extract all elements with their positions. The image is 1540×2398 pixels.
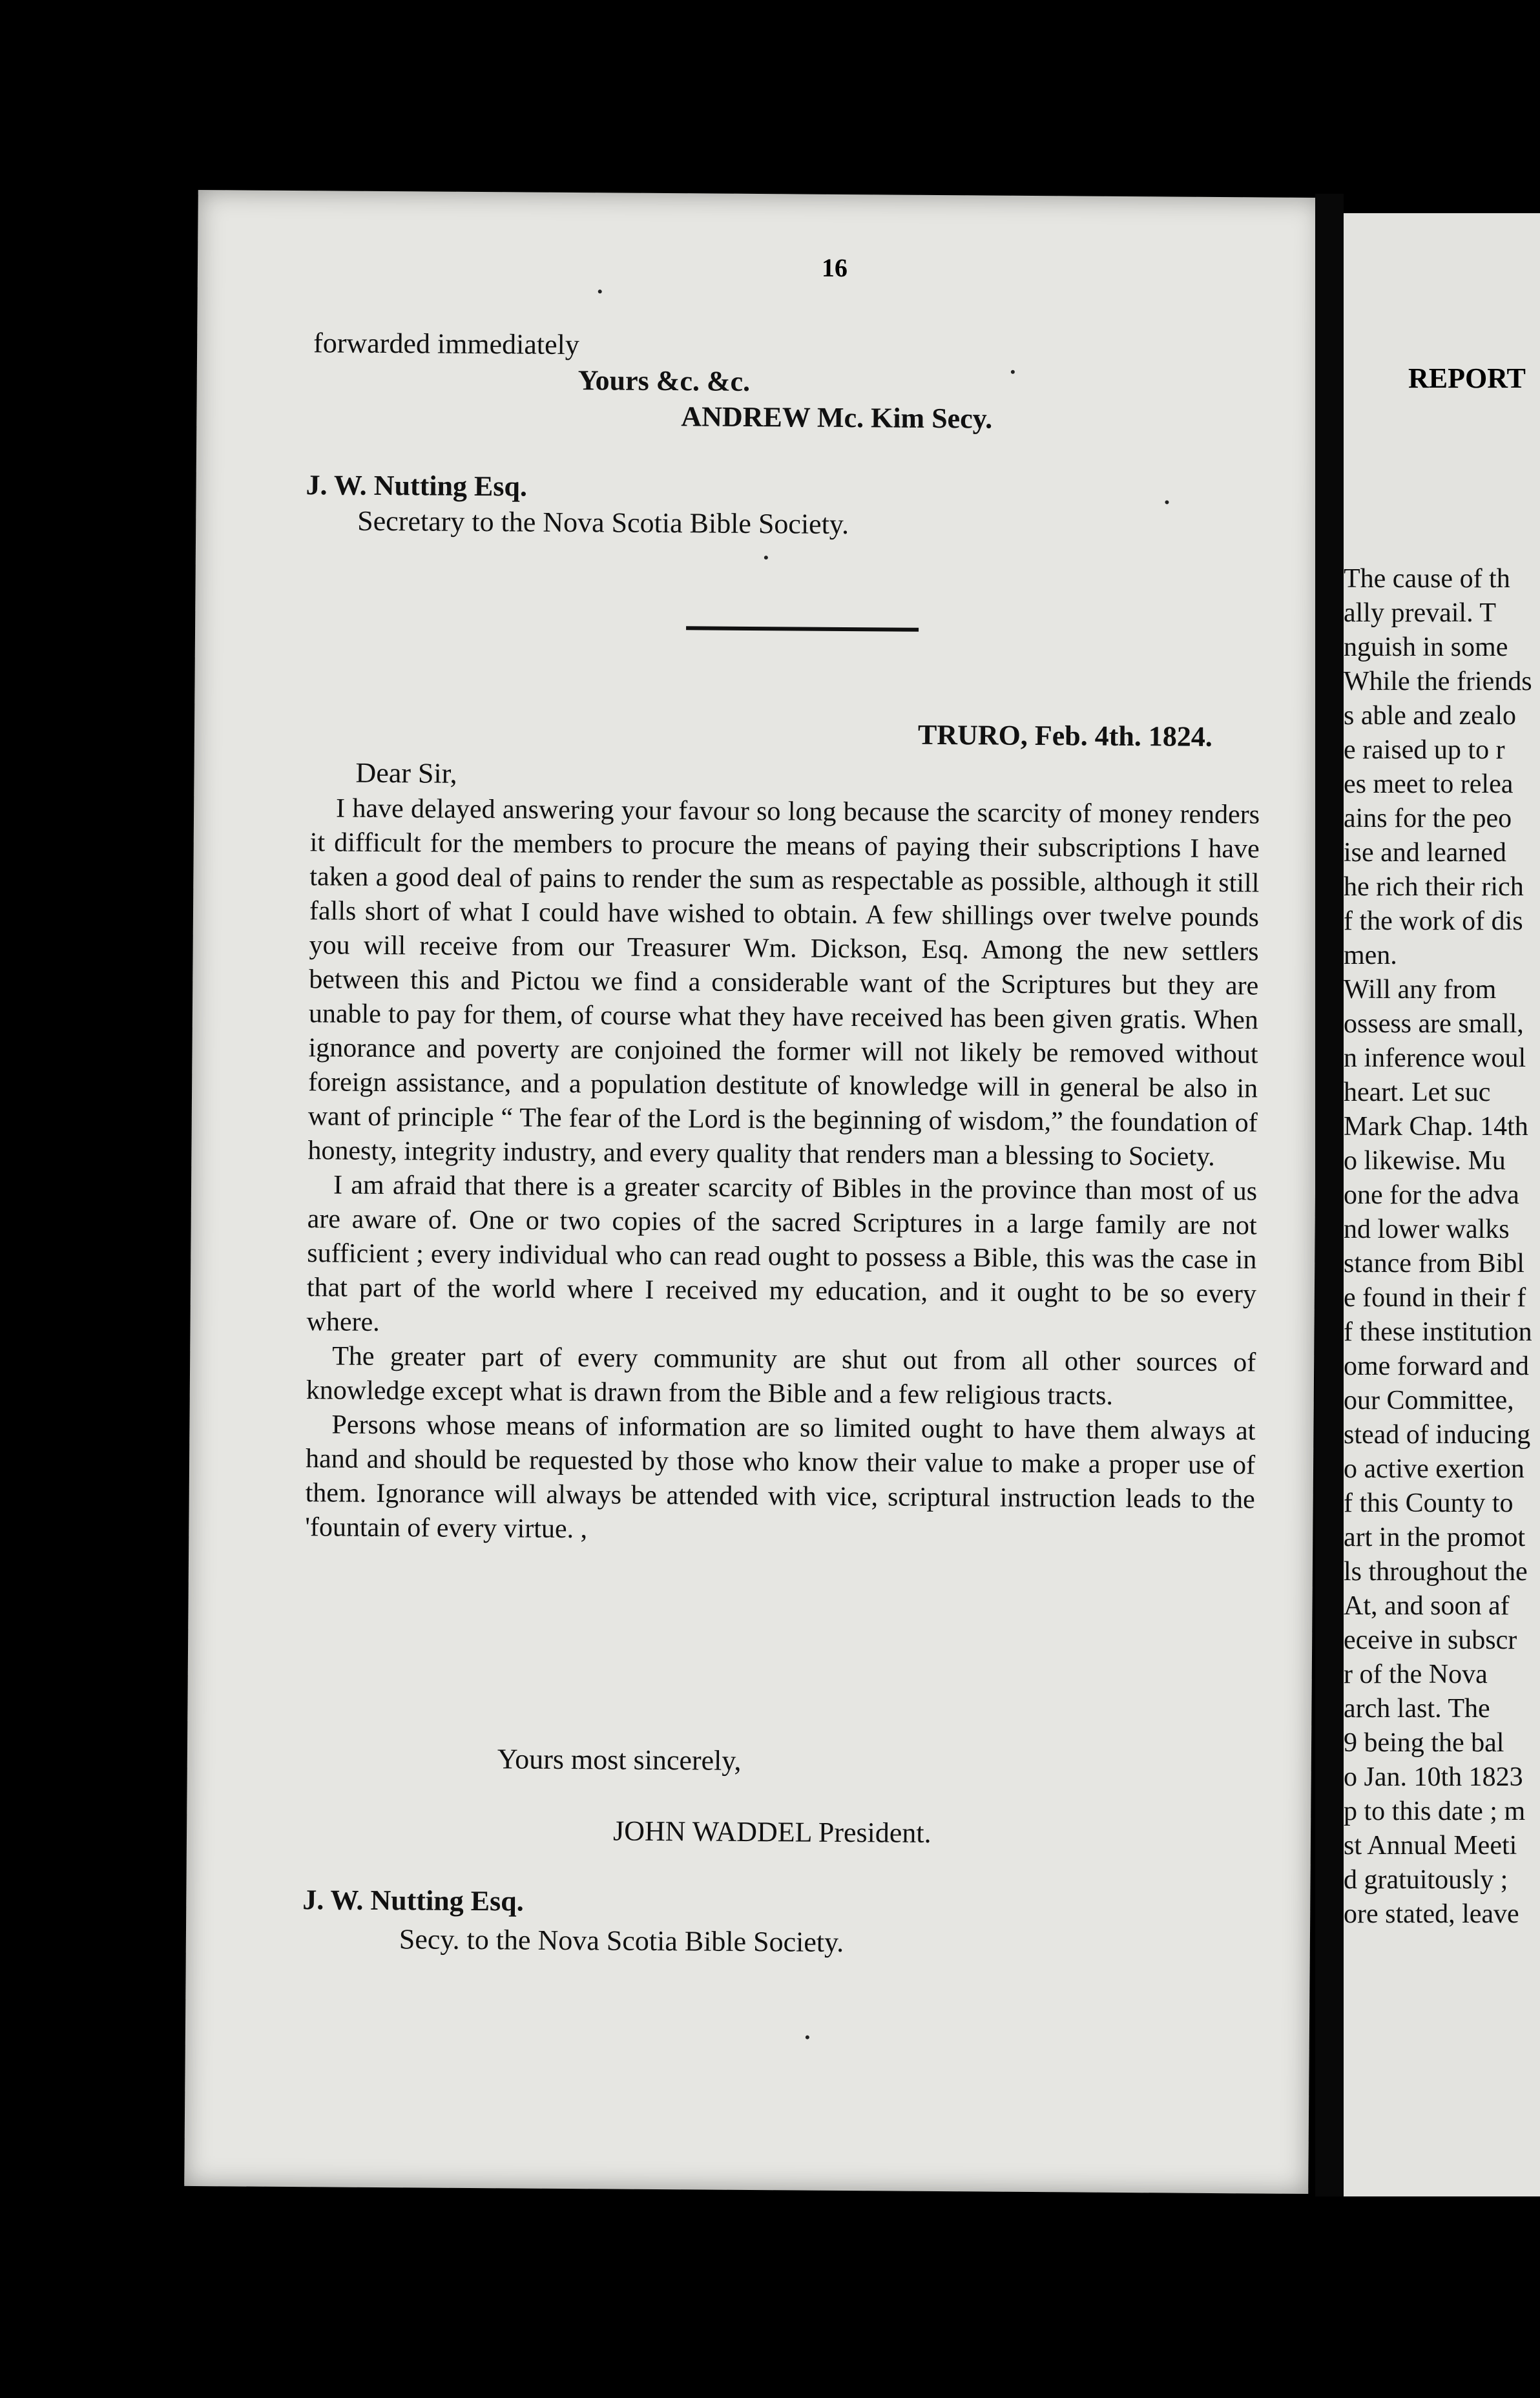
page-number: 16 bbox=[821, 253, 848, 282]
right-page-line: ise and learned bbox=[1344, 838, 1506, 868]
right-page-line: stance from Bibl bbox=[1344, 1249, 1524, 1278]
closing-sincerely: Yours most sincerely, bbox=[497, 1743, 742, 1777]
right-page-line: ally prevail. T bbox=[1344, 598, 1496, 628]
right-page-line: f the work of dis bbox=[1344, 906, 1523, 936]
right-page-line: p to this date ; m bbox=[1344, 1797, 1526, 1826]
right-page-line: nguish in some bbox=[1344, 632, 1508, 662]
opening-line: forwarded immediately bbox=[313, 327, 580, 361]
right-page-line: Will any from bbox=[1344, 975, 1497, 1005]
addressee-name: J. W. Nutting Esq. bbox=[306, 469, 528, 503]
right-page bbox=[1344, 213, 1540, 2196]
letter-body bbox=[305, 791, 1260, 1551]
book-gutter bbox=[1315, 194, 1344, 2196]
salutation: Dear Sir, bbox=[355, 756, 457, 789]
right-page-line: st Annual Meeti bbox=[1344, 1831, 1517, 1861]
right-page-line: ains for the peo bbox=[1344, 804, 1512, 833]
right-page-line: o likewise. Mu bbox=[1344, 1146, 1506, 1176]
left-page bbox=[184, 190, 1322, 2194]
right-page-line: heart. Let suc bbox=[1344, 1078, 1491, 1107]
right-page-line: stead of inducing bbox=[1344, 1420, 1531, 1450]
right-page-line: ossess are small, bbox=[1344, 1009, 1524, 1039]
right-page-line: o active exertion bbox=[1344, 1454, 1524, 1484]
right-page-line: While the friends bbox=[1344, 667, 1532, 696]
right-page-line: r of the Nova bbox=[1344, 1660, 1488, 1689]
right-page-line: ls throughout the bbox=[1344, 1557, 1528, 1587]
right-page-line: eceive in subscr bbox=[1344, 1625, 1517, 1655]
right-page-line: f these institution bbox=[1344, 1317, 1532, 1347]
right-page-line: e found in their f bbox=[1344, 1283, 1526, 1313]
right-page-line: ome forward and bbox=[1344, 1351, 1529, 1381]
right-page-line: s able and zealo bbox=[1344, 701, 1517, 731]
addressee-title: Secretary to the Nova Scotia Bible Society. bbox=[357, 505, 849, 541]
right-page-line: one for the adva bbox=[1344, 1180, 1519, 1210]
right-page-line: At, and soon af bbox=[1344, 1591, 1510, 1621]
right-page-line: men. bbox=[1344, 941, 1397, 970]
right-page-line: o Jan. 10th 1823 bbox=[1344, 1762, 1523, 1792]
right-page-line: n inference woul bbox=[1344, 1043, 1526, 1073]
right-page-line: art in the promot bbox=[1344, 1523, 1526, 1552]
right-page-line: he rich their rich bbox=[1344, 872, 1524, 902]
dateline: TRURO, Feb. 4th. 1824. bbox=[917, 718, 1213, 753]
right-page-line: d gratuitously ; bbox=[1344, 1865, 1508, 1895]
right-page-line: Mark Chap. 14th bbox=[1344, 1112, 1528, 1142]
signature-waddel: JOHN WADDEL President. bbox=[612, 1815, 931, 1849]
closing-yours: Yours &c. &c. bbox=[578, 364, 751, 397]
signature-andrew: ANDREW Mc. Kim Secy. bbox=[681, 401, 993, 435]
addressee-2-name: J. W. Nutting Esq. bbox=[302, 1884, 524, 1917]
right-page-line: es meet to relea bbox=[1344, 769, 1514, 799]
paragraph-3: The greater part of every community are shut out from all other sources of knowledge except what is drawn from the Bible and a few religious tracts. bbox=[306, 1341, 1256, 1411]
right-page-line: 9 being the bal bbox=[1344, 1728, 1504, 1758]
right-page-line: arch last. The bbox=[1344, 1694, 1490, 1724]
right-page-line: e raised up to r bbox=[1344, 735, 1505, 765]
paragraph-4: Persons whose means of information are so limited ought to have them always at hand and should be requested by those who know their value to make a proper use of them. Ignorance will always be attended with vice, scriptural instruction leads to the 'fountain of every virtue. , bbox=[305, 1410, 1256, 1545]
paragraph-2: I am afraid that there is a greater scarcity of Bibles in the province than most of us are aware of. One or two copies of the sacred Scriptures in a large family are not sufficient ; every individual who can read ought to possess a Bible, this was the case in that part of the world where I received my education, and it ought to be so every where. bbox=[306, 1170, 1258, 1337]
section-divider bbox=[686, 626, 919, 632]
right-page-line: The cause of th bbox=[1344, 564, 1510, 594]
right-page-line: our Committee, bbox=[1344, 1386, 1514, 1415]
right-page-line: nd lower walks bbox=[1344, 1215, 1510, 1244]
right-page-line: f this County to bbox=[1344, 1488, 1514, 1518]
addressee-2-title: Secy. to the Nova Scotia Bible Society. bbox=[399, 1923, 844, 1959]
paragraph-1: I have delayed answering your favour so long because the scarcity of money renders it difficult for the members to procure the means of paying their subscriptions I have taken a good deal of pains to render the sum as respectable as possible, although it still falls short of what I could have wished to obtain. A few shillings over twelve pounds you will receive from our Treasurer Wm. Dickson, Esq. Among the new settlers between this and Pictou we find a considerable want of the Scriptures but they are unable to pay for them, of course what they have received has been given gratis. When ignorance and poverty are conjoined the former will not likely be removed without foreign assistance, and a population destitute of knowledge will in general be also in want of principle “ The fear of the Lord is the beginning of wisdom,” the foundation of honesty, integrity industry, and every quality that renders man a blessing to Society. bbox=[307, 793, 1260, 1172]
right-page-line: ore stated, leave bbox=[1344, 1899, 1519, 1929]
report-heading: REPORT bbox=[1408, 362, 1526, 394]
